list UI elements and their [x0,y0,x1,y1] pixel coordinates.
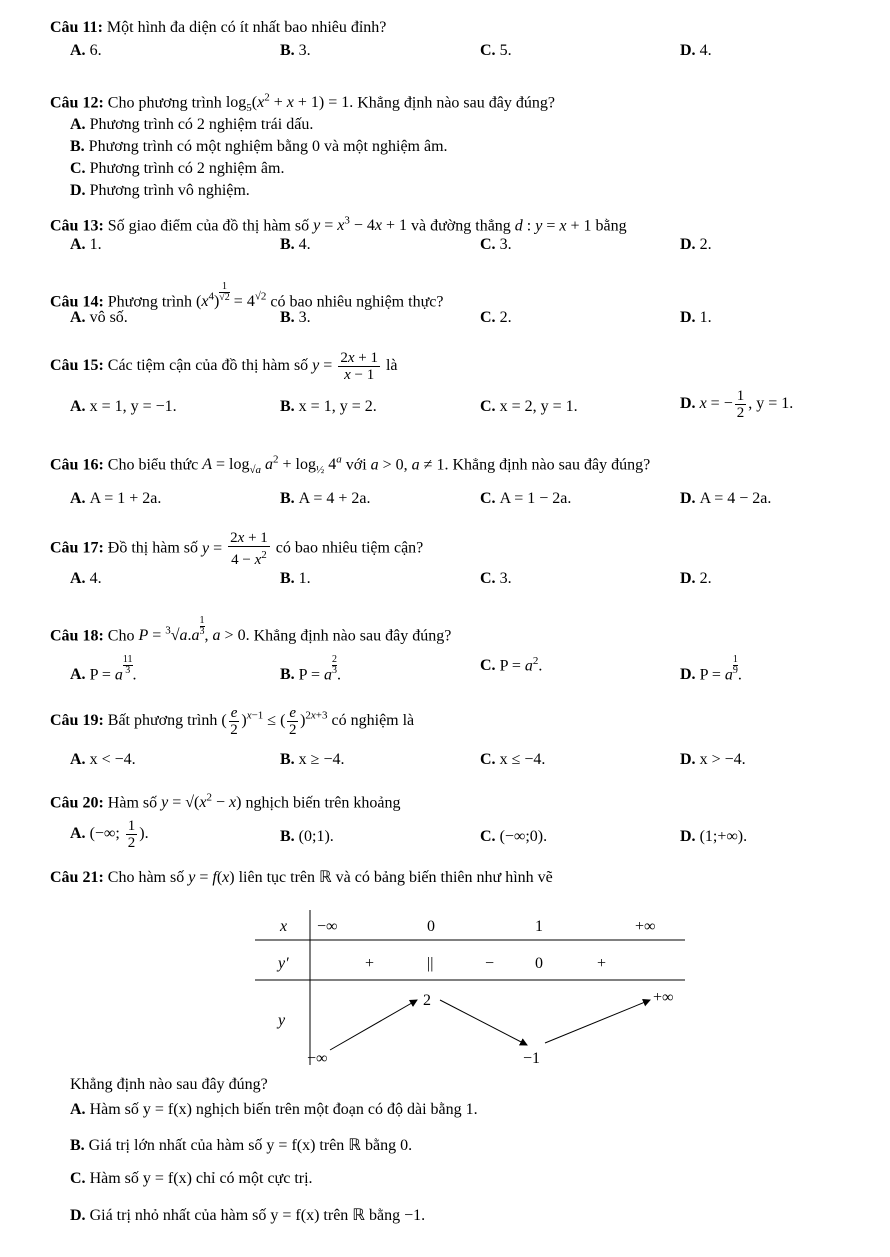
question-18 [50,616,451,646]
options-18 [70,654,850,684]
question-text: Một hình đa diện có ít nhất bao nhiêu đỉnh? [106,19,387,36]
option-a[interactable]: A. Hàm số y = f(x) nghịch biến trên một đoạn có độ dài bằng 1. [70,1101,478,1118]
equation: y = $\frac{2x + 1}{x - 1}$ [312,350,378,383]
option-c[interactable]: C. 2. [480,309,512,326]
question-16 [50,450,650,481]
option-a[interactable]: A. x < −4. [70,751,136,768]
equation: $\log_5(x^2 + x + 1) = 1$. [225,92,354,115]
option-a[interactable]: A. x = 1, y = −1. [70,398,177,415]
question-label: Câu 11: [50,19,103,36]
option-d[interactable]: D. x > −4. [680,751,746,768]
option-b[interactable]: B. P = a $\frac{2}{3}$ . [280,654,341,684]
decrease-arrow [440,1000,527,1045]
question-text: là [385,357,398,375]
equation: P = $^3$√a.a $\frac{1}{3}$ , a > 0. [138,615,250,645]
options-19 [70,751,850,773]
question-label: Câu 20: [50,794,104,812]
y-value: −∞ [307,1050,328,1067]
options-11 [70,42,850,64]
question-20 [50,788,401,813]
options-15 [70,388,850,421]
equation: $(x^4)$ $\frac{1}{√2}$ = $4^{√2}$ [196,281,267,311]
yprime-sign: 0 [535,955,543,972]
question-label: Câu 13: [50,217,104,235]
question-text: Khẳng định nào sau đây đúng? [452,456,651,474]
option-b[interactable]: B. x = 1, y = 2. [280,398,377,415]
variation-table [245,905,695,1070]
option-d[interactable]: D. Phương trình vô nghiệm. [70,182,250,199]
options-13 [70,236,850,258]
equation: $y = √(x^2 - x)$ [161,792,242,812]
options-17 [70,570,850,592]
option-b[interactable]: B. 3. [280,42,311,59]
question-label: Câu 14: [50,293,104,311]
question-label: Câu 19: [50,712,104,730]
option-d[interactable]: D. Giá trị nhỏ nhất của hàm số y = f(x) trên ℝ bằng −1. [70,1207,426,1224]
option-c[interactable]: C. Hàm số y = f(x) chỉ có một cực trị. [70,1170,313,1187]
option-c[interactable]: C. 3. [480,570,512,587]
question-17 [50,530,423,568]
question-13 [50,211,627,236]
option-d[interactable]: D. (1;+∞). [680,828,748,845]
option-b[interactable]: B. 1. [280,570,311,587]
question-text: Các tiệm cận của đồ thị hàm số [107,357,309,375]
question-text: Bất phương trình [107,712,218,730]
question-text: bằng [595,217,627,235]
question-text: và đường thẳng [411,217,511,235]
equation: $A = \log_{√a} a^2 + \log_{\frac{1}{2}} 4^a$ [202,454,342,477]
question-text: Cho biểu thức [107,456,199,474]
option-c[interactable]: C. $P = a^2$. [480,655,543,675]
option-c[interactable]: C. (−∞;0). [480,828,548,845]
yprime-sign: || [427,955,434,972]
question-text: Đồ thị hàm số [107,539,198,557]
yprime-sign: − [485,955,495,972]
option-a[interactable]: A. vô số. [70,309,128,326]
options-14 [70,309,850,331]
question-text: Cho phương trình [107,94,222,112]
y-value: 2 [423,992,431,1009]
y-value: −1 [523,1050,541,1067]
question-text: có bao nhiêu nghiệm thực? [270,293,444,311]
option-d[interactable]: D. A = 4 − 2a. [680,490,772,507]
equation: d : y = x + 1 [514,217,592,235]
option-c[interactable]: C. x = 2, y = 1. [480,398,578,415]
option-d[interactable]: D. x = − $\frac{1}{2}$ , y = 1. [680,388,794,421]
question-21-prompt: Khẳng định nào sau đây đúng? [70,1076,268,1093]
option-b[interactable]: B. 4. [280,236,311,253]
x-value: 1 [535,918,543,935]
option-d[interactable]: D. 4. [680,42,712,59]
equation: y = f(x) [188,869,235,886]
options-16 [70,490,850,512]
equation: y = $\frac{2x + 1}{4 - x^2}$ [202,530,268,568]
x-value: −∞ [317,918,338,935]
question-text: có nghiệm là [331,712,415,730]
equation: $y = x^3 - 4x + 1$ [313,215,408,235]
x-value: 0 [427,918,435,935]
x-value: +∞ [635,918,656,935]
option-c[interactable]: C. 3. [480,236,512,253]
y-label: y [278,1012,286,1029]
option-b[interactable]: B. (0;1). [280,828,334,845]
option-c[interactable]: C. x ≤ −4. [480,751,546,768]
question-label: Câu 18: [50,627,104,645]
question-label: Câu 16: [50,456,104,474]
option-a[interactable]: A. P = a $\frac{11}{3}$ . [70,654,137,684]
question-text: Hàm số [107,794,158,812]
option-d[interactable]: D. P = a $\frac{1}{9}$ . [680,654,742,684]
question-text: Khẳng định nào sau đây đúng? [357,94,555,112]
question-text: nghịch biến trên khoảng [245,794,401,812]
option-c[interactable]: C. A = 1 − 2a. [480,490,572,507]
increase-arrow [545,1000,650,1043]
question-label: Câu 21: [50,869,104,886]
question-label: Câu 12: [50,94,104,112]
option-a[interactable]: A. 6. [70,42,102,59]
question-label: Câu 17: [50,539,104,557]
option-a[interactable]: A. (−∞; $\frac{1}{2}$ ). [70,818,149,851]
option-a[interactable]: A. Phương trình có 2 nghiệm trái dấu. [70,116,314,133]
option-c[interactable]: C. Phương trình có 2 nghiệm âm. [70,160,285,177]
option-d[interactable]: D. 1. [680,309,712,326]
x-label: x [280,918,288,935]
option-c[interactable]: C. 5. [480,42,512,59]
question-text: Phương trình [107,293,193,311]
question-text: Số giao điểm của đồ thị hàm số [107,217,310,235]
yprime-sign: + [365,955,375,972]
question-11 [50,18,386,38]
yprime-label: y′ [278,955,289,972]
option-b[interactable]: B. Phương trình có một nghiệm bằng 0 và một nghiệm âm. [70,138,448,155]
option-b[interactable]: B. 3. [280,309,311,326]
condition: a > 0, a ≠ 1. [370,456,449,474]
question-12 [50,88,555,119]
question-text: với [345,456,367,474]
option-a[interactable]: A. 4. [70,570,102,587]
option-a[interactable]: A. A = 1 + 2a. [70,490,162,507]
question-14 [50,282,443,312]
options-20 [70,818,850,851]
question-text: Khẳng định nào sau đây đúng? [253,627,452,645]
question-19 [50,705,414,738]
question-15 [50,350,398,383]
question-text: Cho hàm số [107,869,185,886]
option-d[interactable]: D. 2. [680,570,712,587]
option-b[interactable]: B. A = 4 + 2a. [280,490,371,507]
yprime-sign: + [597,955,607,972]
question-21 [50,868,553,888]
question-text: liên tục trên ℝ và có bảng biến thiên như hình vẽ [238,869,553,886]
question-text: Cho [107,627,135,645]
option-d[interactable]: D. 2. [680,236,712,253]
question-label: Câu 15: [50,357,104,375]
increase-arrow [330,1000,417,1050]
question-text: có bao nhiêu tiệm cận? [275,539,424,557]
option-b[interactable]: B. x ≥ −4. [280,751,345,768]
option-b[interactable]: B. Giá trị lớn nhất của hàm số y = f(x) trên ℝ bằng 0. [70,1137,413,1154]
y-value: +∞ [653,989,674,1006]
equation: ( $\frac{e}{2}$ )$^{x-1}$ ≤ ( $\frac{e}{2}$ )$^{2x+3}$ [221,705,328,738]
option-a[interactable]: A. 1. [70,236,102,253]
